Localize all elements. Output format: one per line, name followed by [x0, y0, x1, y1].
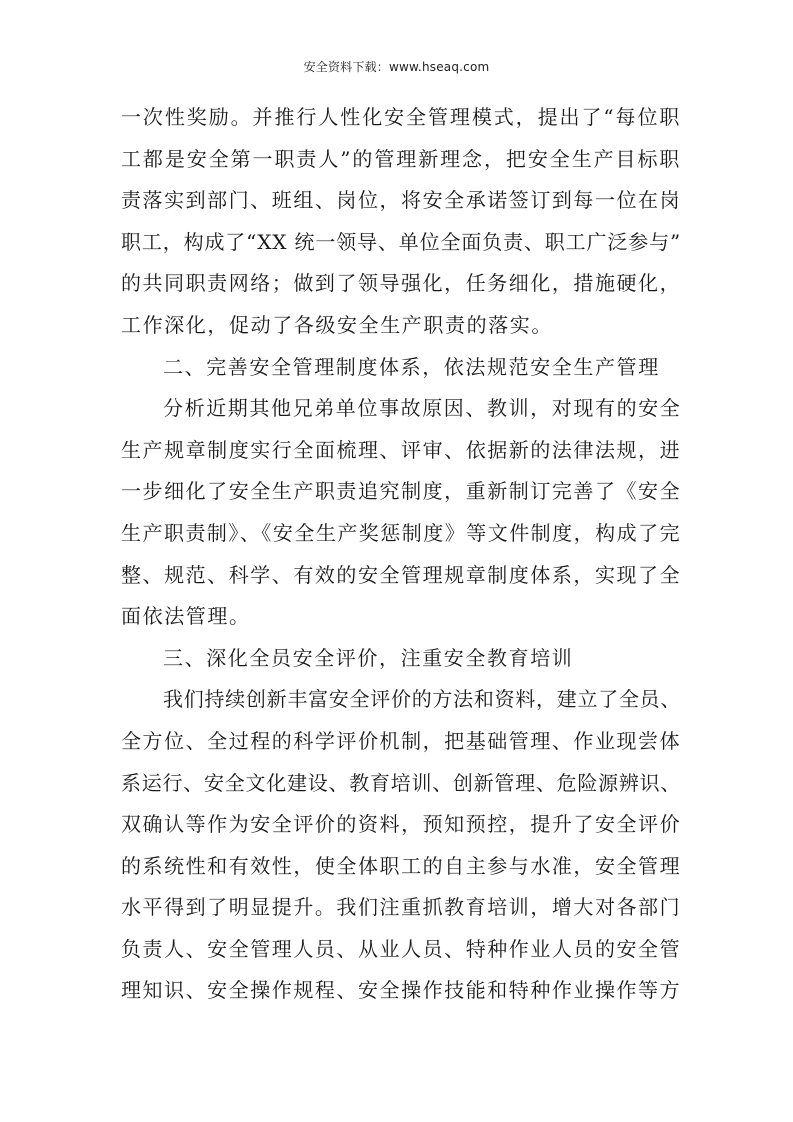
body-line: 的共同职责网络；做到了领导强化，任务细化，措施硬化，: [121, 271, 681, 296]
body-line: 工都是安全第一职责人”的管理新理念，把安全生产目标职: [121, 146, 681, 171]
body-line: 面依法管理。: [121, 604, 251, 629]
body-line: 分析近期其他兄弟单位事故原因、教训，对现有的安全: [163, 396, 682, 421]
body-line: 双确认等作为安全评价的资料，预知预控，提升了安全评价: [121, 812, 681, 837]
body-line: 水平得到了明显提升。我们注重抓教育培训，增大对各部门: [121, 895, 681, 920]
body-line: 一次性奖励。并推行人性化安全管理模式，提出了“每位职: [121, 105, 681, 129]
body-line: 全方位、全过程的科学评价机制，把基础管理、作业现尝体: [121, 728, 681, 753]
body-line: 生产规章制度实行全面梳理、评审、依据新的法律法规，进: [121, 437, 681, 462]
body-line: 我们持续创新丰富安全评价的方法和资料，建立了全员、: [163, 687, 681, 712]
body-line: 整、规范、科学、有效的安全管理规章制度体系，实现了全: [121, 562, 681, 587]
body-line: 责落实到部门、班组、岗位，将安全承诺签订到每一位在岗: [121, 188, 681, 213]
body-line: 理知识、安全操作规程、安全操作技能和特种作业操作等方: [121, 978, 681, 1003]
body-line: 工作深化，促动了各级安全生产职责的落实。: [121, 312, 553, 337]
body-line: 生产职责制》、《安全生产奖惩制度》等文件制度，构成了完: [121, 520, 681, 545]
body-line: 系运行、安全文化建设、教育培训、创新管理、危险源辨识、: [121, 770, 681, 795]
body-line: 负责人、安全管理人员、从业人员、特种作业人员的安全管: [121, 936, 681, 961]
document-body: [121, 97, 681, 1012]
section-heading-2: 二、完善安全管理制度体系，依法规范安全生产管理: [163, 354, 660, 379]
body-line: 一步细化了安全生产职责追究制度，重新制订完善了《安全: [121, 479, 681, 504]
page-header: 安全资料下载：www.hseaq.com: [303, 60, 490, 74]
body-line: 职工，构成了“XX 统一领导、单位全面负责、职工广泛参与”: [121, 229, 681, 254]
section-heading-3: 三、深化全员安全评价，注重安全教育培训: [163, 645, 574, 670]
body-line: 的系统性和有效性，使全体职工的自主参与水准，安全管理: [121, 853, 681, 878]
